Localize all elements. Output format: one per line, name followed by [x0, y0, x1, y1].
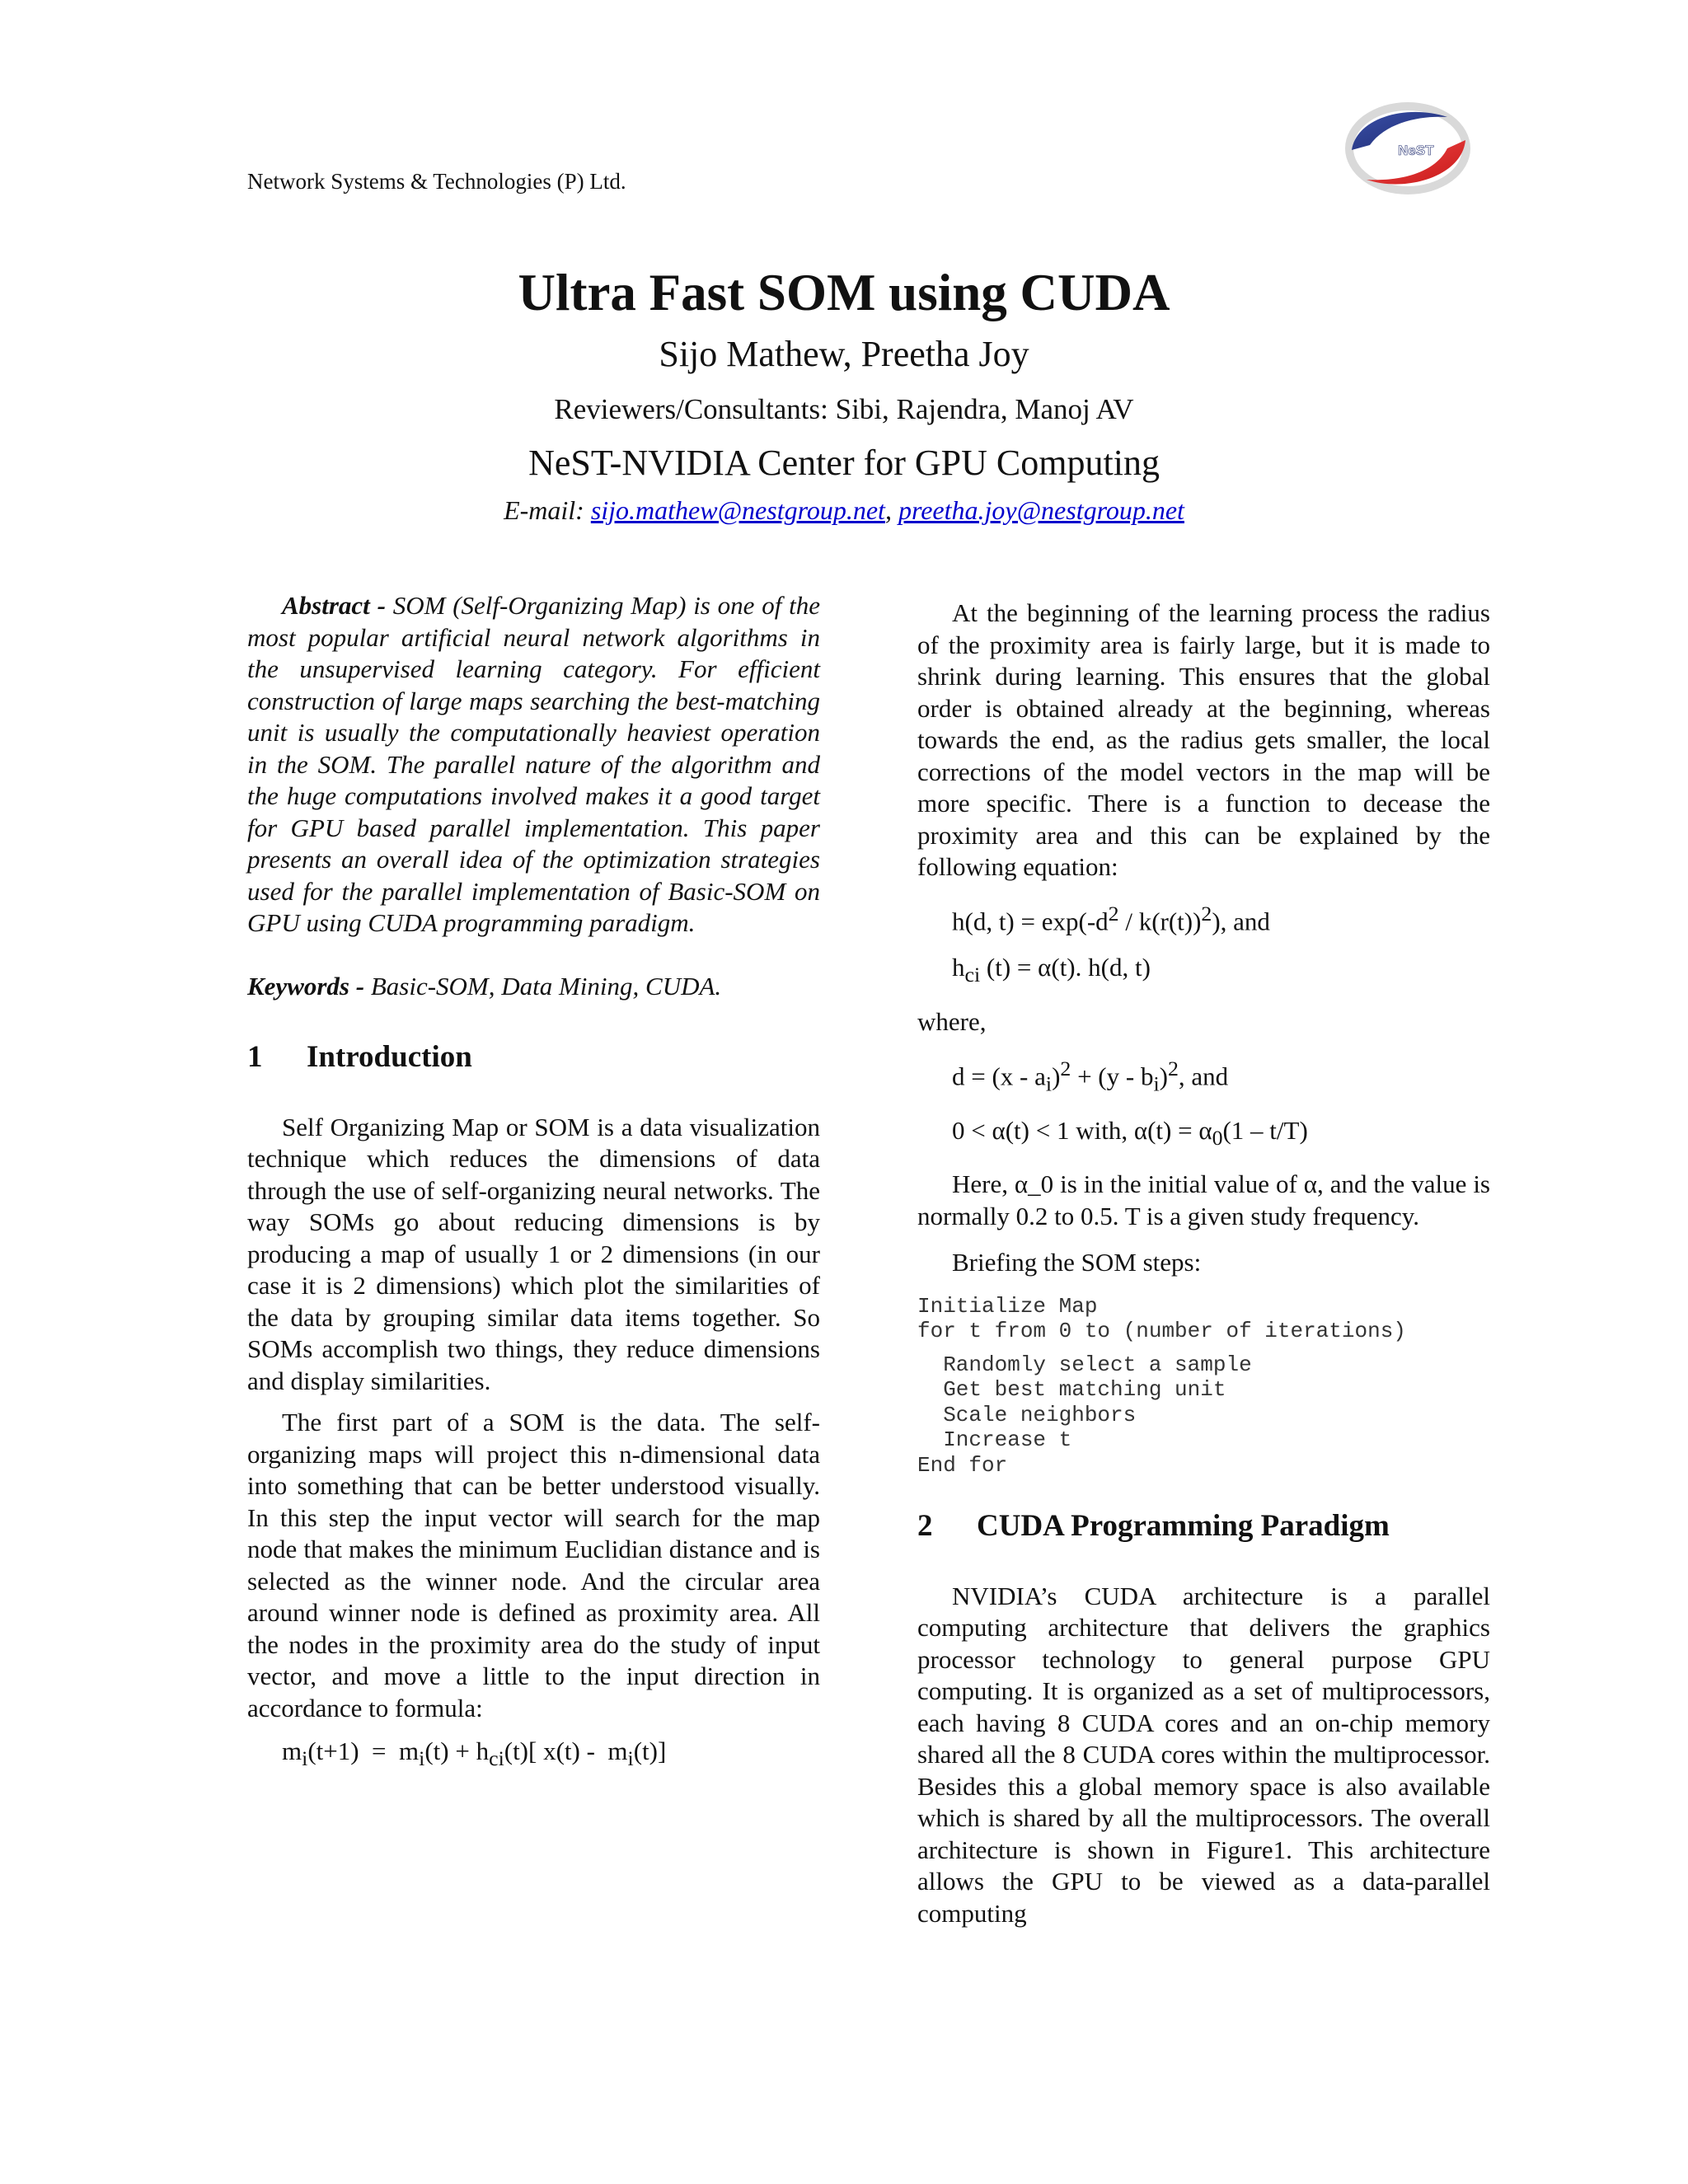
svg-text:NeST: NeST — [1398, 143, 1434, 158]
steps-intro: Briefing the SOM steps: — [952, 1248, 1202, 1277]
center-name: NeST-NVIDIA Center for GPU Computing — [528, 443, 1160, 484]
section-1-heading — [247, 1042, 820, 1074]
keywords-text: Basic-SOM, Data Mining, CUDA. — [370, 971, 722, 1001]
equation-h-d-t: h(d, $t) = \exp(-d^2 / k(r(t))^2)$, and — [952, 901, 1270, 935]
code-line: Initialize Map — [917, 1293, 1098, 1319]
email-link-preetha[interactable]: preetha.joy@nestgroup.net — [898, 495, 1184, 526]
code-line: Scale neighbors — [917, 1402, 1137, 1427]
code-line: Randomly select a sample — [917, 1352, 1252, 1377]
intro-paragraph-1: Self Organizing Map or SOM is a data visualization technique which reduces the dimensions of data through the use of self-organizing neural networks. The way SOMs go about reducing dimensions is by producing a map of usually 1 or 2 dimensions (in our case it is 2 dimensions) which plot the similarities of the data by grouping similar data items together. So SOMs accomplish two things, they reduce dimensions and display similarities. — [247, 1112, 820, 1395]
paper-reviewers: Reviewers/Consultants: Sibi, Rajendra, Manoj AV — [554, 393, 1134, 426]
code-line: Increase t — [917, 1427, 1072, 1453]
right-column — [917, 598, 1490, 1929]
title-block — [0, 262, 1688, 526]
section-1-number: 1 — [247, 1040, 263, 1074]
section-2-title: CUDA Programming Paradigm — [977, 1509, 1390, 1544]
code-line: for t from 0 to (number of iterations) — [917, 1319, 1406, 1344]
paper-title: Ultra Fast SOM using CUDA — [518, 264, 1170, 321]
equation-h-ci: $h_{ci}$ (t) = α(t). h(d, t) — [952, 953, 1151, 987]
keywords-label: Keywords - — [247, 971, 365, 1001]
left-column — [247, 590, 820, 1775]
code-line: End for — [917, 1452, 1008, 1478]
alpha-paragraph: Here, α_0 is in the initial value of α, and the value is normally 0.2 to 0.5. T is a given study frequency. — [917, 1169, 1490, 1230]
email-label: E-mail: — [504, 495, 584, 526]
intro-paragraph-2: The first part of a SOM is the data. The self-organizing maps will project this n-dimensional data into something that can be better understood visually. In this step the input vector will search for the map node that makes the minimum Euclidian distance and is selected as the winner node. And the circular area around winner node is defined as proximity area. All the nodes in the proximity area do the study of input vector, and move a little to the input direction in accordance to formula: — [247, 1408, 820, 1722]
where-label: where, — [917, 1007, 987, 1037]
update-formula: $m_i(t+1) = m_i(t) + h_{ci}(t)$[ $x(t) - m_i(t)$] — [282, 1736, 667, 1771]
nest-logo — [1342, 97, 1474, 198]
abstract-text: SOM (Self-Organizing Map) is one of the most popular artificial neural network algorithms in the unsupervised learning category. For efficient construction of large maps searching the best-matching unit is usually the computationally heaviest operation in the SOM. The parallel nature of the algorithm and the huge computations involved makes it a good target for GPU based parallel implementation. This paper presents an overall idea of the optimization strategies used for the parallel implementation of Basic-SOM on GPU using CUDA programming paradigm. — [247, 591, 820, 937]
equation-alpha: 0 < α(t) < 1 with, $\alpha(t) = \alpha_0(1 - t/T)$ — [952, 1115, 1308, 1150]
email-line: E-mail: sijo.mathew@nestgroup.net, preetha.joy@nestgroup.net — [504, 495, 1184, 526]
abstract — [247, 590, 820, 940]
organization-name: Network Systems & Technologies (P) Ltd. — [247, 169, 626, 194]
paper-authors: Sijo Mathew, Preetha Joy — [659, 333, 1029, 374]
code-line: Get best matching unit — [917, 1377, 1226, 1403]
email-link-sijo[interactable]: sijo.mathew@nestgroup.net — [590, 495, 885, 526]
equation-d: $d = (x - a_i)^2 + (y - b_i)^2$, and — [952, 1056, 1229, 1096]
section-2-heading — [917, 1511, 1490, 1543]
section-2-number: 2 — [917, 1509, 933, 1544]
keywords — [247, 971, 820, 1003]
som-steps-code — [917, 1294, 1490, 1479]
cuda-paragraph: NVIDIA’s CUDA architecture is a parallel computing architecture that delivers the graphics processor technology to general purpose GPU computing. It is organized as a set of multiprocessors, each having 8 CUDA cores and an on-chip memory shared all the 8 CUDA cores within the multiprocessor. Besides this a global memory space is also available which is shared by all the multiprocessors. The overall architecture is shown in Figure1. This architecture allows the GPU to be viewed as a data-parallel computing — [917, 1581, 1490, 1928]
abstract-label: Abstract - — [282, 591, 386, 620]
proximity-paragraph: At the beginning of the learning process the radius of the proximity area is fairly large, but it is made to shrink during learning. This ensures that the global order is obtained already at the beginning, whereas towards the end, as the radius gets smaller, the local corrections of the model vectors in the map will be more specific. There is a function to decease the proximity area and this can be explained by the following equation: — [917, 598, 1490, 881]
section-1-title: Introduction — [307, 1040, 472, 1074]
